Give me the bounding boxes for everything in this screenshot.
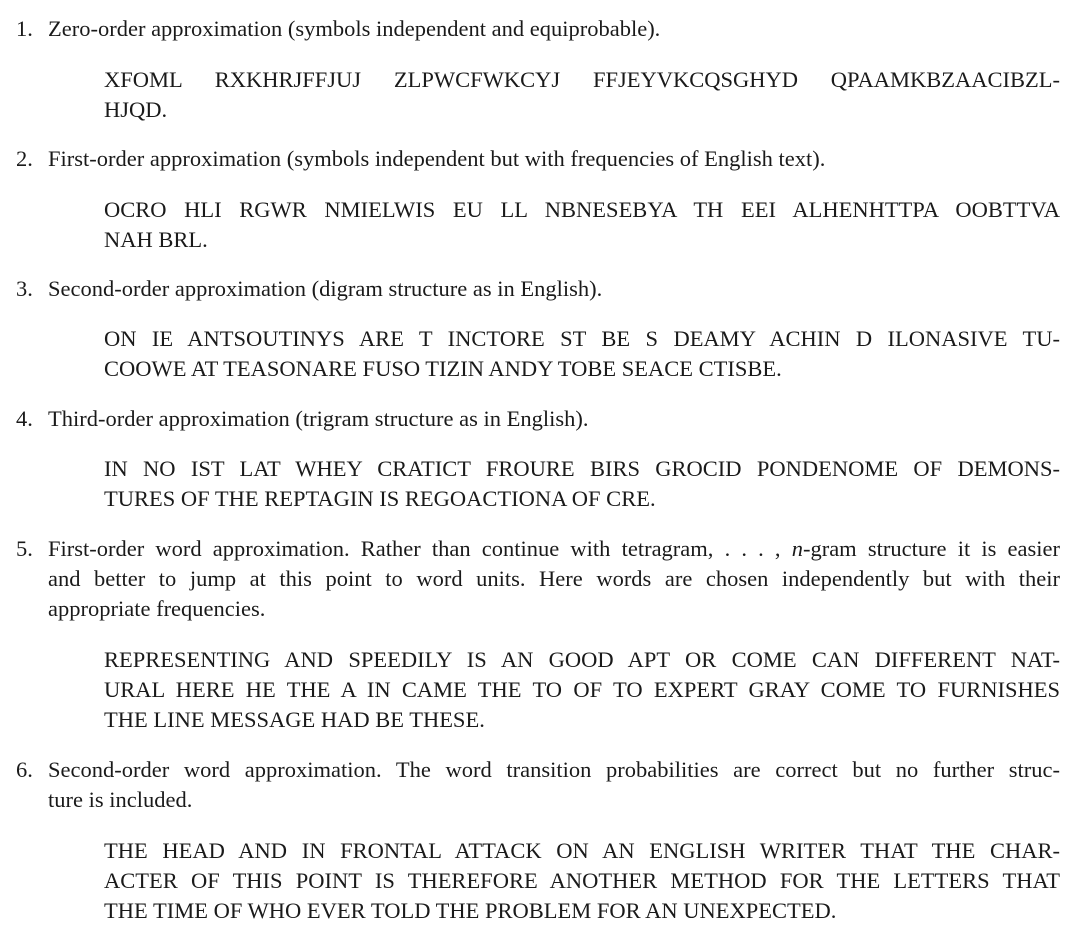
description-text: -gram structure it is easier (802, 536, 1060, 561)
sample-text-2 (104, 195, 1060, 255)
description-line: Zero-order approximation (symbols independent and equiprobable). (48, 16, 661, 41)
item-description (48, 144, 1060, 174)
description-line: ture is included. (48, 787, 193, 812)
sample-line: HJQD. (104, 97, 168, 122)
sample-line: TURES OF THE REPTAGIN IS REGOACTIONA OF CRE. (104, 486, 656, 511)
sample-line: REPRESENTING AND SPEEDILY IS AN GOOD APT OR COME CAN DIFFERENT NAT- (104, 647, 1060, 672)
item-description (48, 404, 1060, 434)
description-line: First-order approximation (symbols independent but with frequencies of English text). (48, 146, 826, 171)
item-number: 3. (16, 276, 33, 301)
sample-text-6 (104, 836, 1060, 926)
sample-line: URAL HERE HE THE A IN CAME THE TO OF TO EXPERT GRAY COME TO FURNISHES (104, 677, 1060, 702)
sample-line: THE TIME OF WHO EVER TOLD THE PROBLEM FOR AN UNEXPECTED. (104, 898, 837, 923)
sample-line: COOWE AT TEASONARE FUSO TIZIN ANDY TOBE SEACE CTISBE. (104, 356, 782, 381)
sample-text-1 (104, 65, 1060, 125)
description-line: Second-order word approximation. The word transition probabilities are correct but no further struc- (48, 757, 1060, 782)
sample-line: XFOML RXKHRJFFJUJ ZLPWCFWKCYJ FFJEYVKCQSGHYD QPAAMKBZAACIBZL- (104, 67, 1060, 92)
description-line: appropriate frequencies. (48, 596, 266, 621)
sample-line: THE HEAD AND IN FRONTAL ATTACK ON AN ENGLISH WRITER THAT THE CHAR- (104, 838, 1060, 863)
item-description (48, 14, 1060, 44)
sample-text-5 (104, 645, 1060, 735)
sample-line: NAH BRL. (104, 227, 208, 252)
sample-text-4 (104, 454, 1060, 514)
description-line: Second-order approximation (digram structure as in English). (48, 276, 603, 301)
item-description (48, 534, 1060, 624)
item-number: 1. (16, 16, 33, 41)
item-description (48, 755, 1060, 815)
description-text: First-order word approximation. Rather than continue with tetragram, . . . , (48, 536, 792, 561)
item-description (48, 274, 1060, 304)
sample-line: OCRO HLI RGWR NMIELWIS EU LL NBNESEBYA TH EEI ALHENHTTPA OOBTTVA (104, 197, 1060, 222)
item-number: 5. (16, 536, 33, 561)
sample-line: ACTER OF THIS POINT IS THEREFORE ANOTHER METHOD FOR THE LETTERS THAT (104, 868, 1060, 893)
description-line: Third-order approximation (trigram structure as in English). (48, 406, 589, 431)
description-line (48, 534, 1060, 564)
item-number: 4. (16, 406, 33, 431)
item-number: 6. (16, 757, 33, 782)
description-italic-n: n (791, 536, 803, 561)
sample-line: THE LINE MESSAGE HAD BE THESE. (104, 707, 485, 732)
description-line: and better to jump at this point to word units. Here words are chosen independently but with their (48, 566, 1060, 591)
sample-line: IN NO IST LAT WHEY CRATICT FROURE BIRS GROCID PONDENOME OF DEMONS- (104, 456, 1060, 481)
sample-text-3 (104, 324, 1060, 384)
item-number: 2. (16, 146, 33, 171)
sample-line: ON IE ANTSOUTINYS ARE T INCTORE ST BE S DEAMY ACHIN D ILONASIVE TU- (104, 326, 1060, 351)
